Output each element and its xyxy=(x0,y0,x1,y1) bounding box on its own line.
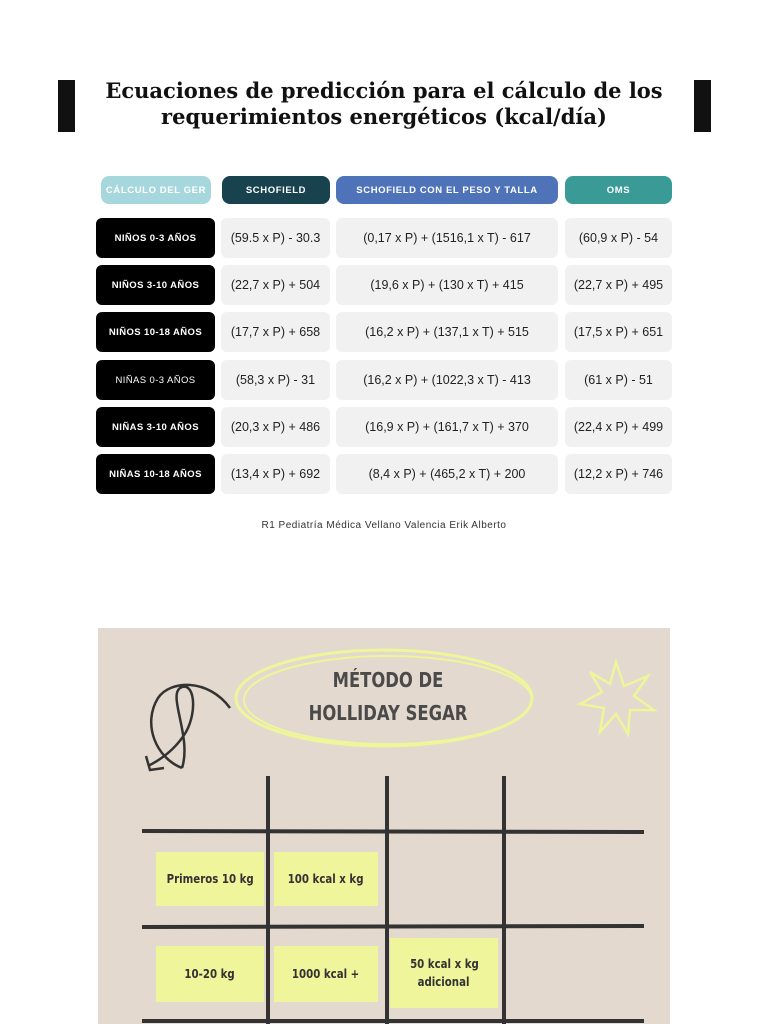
curly-arrow-icon xyxy=(148,685,230,768)
cell-oms: (22,7 x P) + 495 xyxy=(565,265,672,305)
right-decor-bar xyxy=(694,80,711,132)
row-label-ninos-3-10: NIÑOS 3-10 AÑOS xyxy=(96,265,215,305)
cell-100kcal xyxy=(274,852,378,906)
cell-schofield-peso-talla: (8,4 x P) + (465,2 x T) + 200 xyxy=(336,454,558,494)
cell-schofield: (59.5 x P) - 30.3 xyxy=(221,218,330,258)
cell-schofield: (13,4 x P) + 692 xyxy=(221,454,330,494)
holliday-title-line-2: HOLLIDAY SEGAR xyxy=(308,701,468,725)
cell-oms: (17,5 x P) + 651 xyxy=(565,312,672,352)
cell-50kcal-adicional xyxy=(390,938,498,1008)
holliday-segar-card xyxy=(98,628,670,1024)
cell-text: 1000 kcal + xyxy=(292,967,360,981)
cell-text: 10-20 kg xyxy=(184,967,236,981)
row-label-ninas-3-10: NIÑAS 3-10 AÑOS xyxy=(96,407,215,447)
cell-10-20kg xyxy=(156,946,264,1002)
cell-text-line-1: 50 kcal x kg xyxy=(409,957,479,971)
star-icon xyxy=(580,662,654,734)
cell-schofield: (17,7 x P) + 658 xyxy=(221,312,330,352)
row-label-ninos-10-18: NIÑOS 10-18 AÑOS xyxy=(96,312,215,352)
cell-schofield-peso-talla: (16,2 x P) + (137,1 x T) + 515 xyxy=(336,312,558,352)
cell-schofield-peso-talla: (16,2 x P) + (1022,3 x T) - 413 xyxy=(336,360,558,400)
cell-1000kcal xyxy=(274,946,378,1002)
header-schofield: SCHOFIELD xyxy=(222,176,330,204)
cell-text: Primeros 10 kg xyxy=(166,872,254,886)
page-title xyxy=(90,78,678,130)
header-oms: OMS xyxy=(565,176,672,204)
cell-text: 100 kcal x kg xyxy=(288,872,364,886)
cell-schofield: (58,3 x P) - 31 xyxy=(221,360,330,400)
cell-oms: (61 x P) - 51 xyxy=(565,360,672,400)
cell-oms: (12,2 x P) + 746 xyxy=(565,454,672,494)
page-title-line-1: Ecuaciones de predicción para el cálculo de los xyxy=(105,78,663,103)
holliday-title xyxy=(265,664,511,730)
cell-schofield: (20,3 x P) + 486 xyxy=(221,407,330,447)
cell-oms: (60,9 x P) - 54 xyxy=(565,218,672,258)
row-label-ninos-0-3: NIÑOS 0-3 AÑOS xyxy=(96,218,215,258)
cell-primeros-10kg xyxy=(156,852,264,906)
cell-schofield-peso-talla: (19,6 x P) + (130 x T) + 415 xyxy=(336,265,558,305)
cell-text-line-2: adicional xyxy=(418,975,470,989)
cell-schofield-peso-talla: (0,17 x P) + (1516,1 x T) - 617 xyxy=(336,218,558,258)
cell-oms: (22,4 x P) + 499 xyxy=(565,407,672,447)
header-calculo-ger: CÁLCULO DEL GER xyxy=(101,176,211,204)
cell-schofield: (22,7 x P) + 504 xyxy=(221,265,330,305)
author-credit: R1 Pediatría Médica Vellano Valencia Erik Alberto xyxy=(261,520,507,531)
row-label-ninas-0-3: NIÑAS 0-3 AÑOS xyxy=(96,360,215,400)
page-title-line-2: requerimientos energéticos (kcal/día) xyxy=(161,104,607,129)
left-decor-bar xyxy=(58,80,75,132)
holliday-title-line-1: MÉTODO DE xyxy=(332,668,444,692)
cell-schofield-peso-talla: (16,9 x P) + (161,7 x T) + 370 xyxy=(336,407,558,447)
header-schofield-peso-talla: SCHOFIELD CON EL PESO Y TALLA xyxy=(336,176,558,204)
row-label-ninas-10-18: NIÑAS 10-18 AÑOS xyxy=(96,454,215,494)
